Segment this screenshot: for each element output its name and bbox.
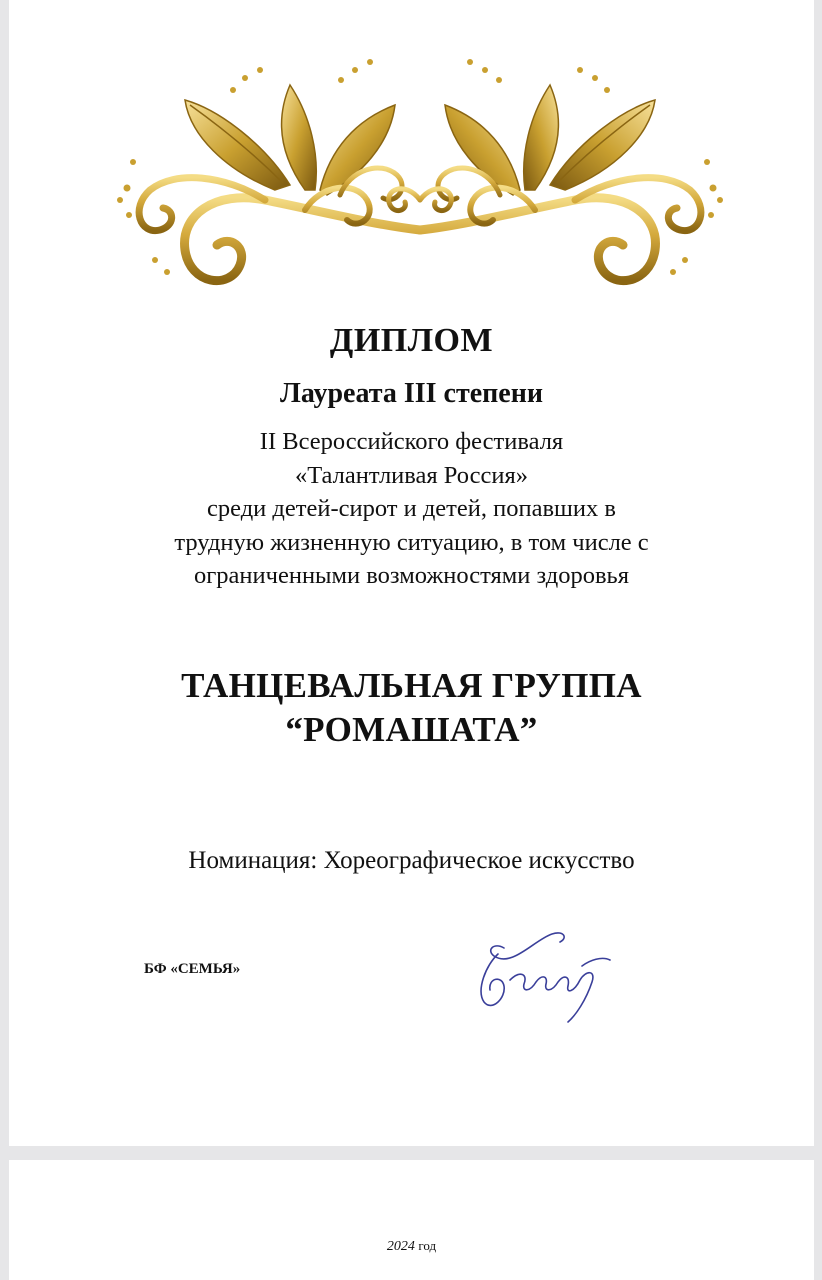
diploma-subtitle: Лауреата III степени bbox=[280, 378, 543, 409]
organization-name: БФ «СЕМЬЯ» bbox=[144, 961, 241, 977]
diploma-page-footer bbox=[9, 1160, 814, 1280]
nomination: Номинация: Хореографическое искусство bbox=[188, 847, 635, 874]
gold-ornament-icon bbox=[105, 50, 735, 305]
signature-icon bbox=[464, 920, 629, 1030]
year-value: 2024 bbox=[386, 1239, 415, 1254]
diploma-page bbox=[9, 0, 814, 1146]
awardee-line: ТАНЦЕВАЛЬНАЯ ГРУППА bbox=[181, 666, 642, 705]
description-line: среди детей-сирот и детей, попавших в bbox=[207, 495, 616, 522]
awardee-line: “РОМАШАТА” bbox=[285, 710, 538, 749]
year-label bbox=[9, 1238, 814, 1255]
diploma-title: ДИПЛОМ bbox=[329, 322, 494, 359]
description-line: II Всероссийского фестиваля bbox=[259, 428, 564, 455]
festival-description bbox=[9, 425, 814, 593]
description-line: «Талантливая Россия» bbox=[294, 461, 529, 489]
year-unit: год bbox=[418, 1238, 437, 1253]
description-line: ограниченными возможностями здоровья bbox=[193, 562, 630, 589]
description-line: трудную жизненную ситуацию, в том числе с bbox=[174, 528, 649, 556]
awardee-name bbox=[9, 664, 814, 752]
